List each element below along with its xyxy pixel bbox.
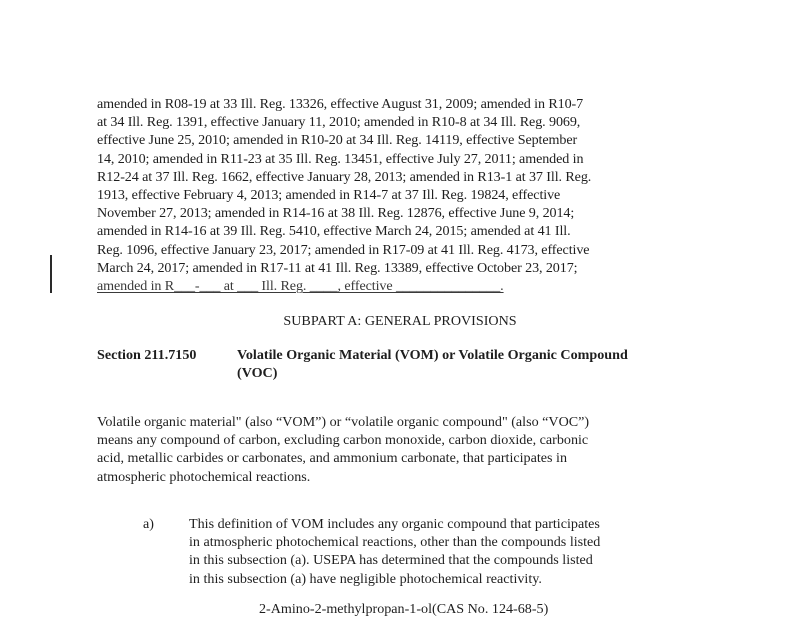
subsection-body <box>189 515 659 588</box>
definition-line: atmospheric photochemical reactions. <box>97 468 311 485</box>
subsection-line: in this subsection (a). USEPA has determined that the compounds listed <box>189 552 593 569</box>
definition-line: means any compound of carbon, excluding carbon monoxide, carbon dioxide, carbonic <box>97 432 589 449</box>
section-heading <box>97 346 697 382</box>
definition-line: Volatile organic material" (also “VOM”) or “volatile organic compound" (also “VOC”) <box>97 414 590 430</box>
subsection-marker: a) <box>143 516 154 532</box>
history-line: 14, 2010; amended in R11-23 at 35 Ill. Reg. 13451, effective July 27, 2011; amended in <box>97 150 584 167</box>
subsection-line: in atmospheric photochemical reactions, other than the compounds listed <box>189 534 601 551</box>
definition-paragraph <box>97 413 667 486</box>
section-title-line-2: (VOC) <box>237 365 278 381</box>
section-number: Section 211.7150 <box>97 347 197 363</box>
history-line: effective June 25, 2010; amended in R10-20 at 34 Ill. Reg. 14119, effective September <box>97 132 578 149</box>
history-line: March 24, 2017; amended in R17-11 at 41 Ill. Reg. 13389, effective October 23, 2017; <box>97 259 578 276</box>
history-line: amended in R08-19 at 33 Ill. Reg. 13326, effective August 31, 2009; amended in R10-7 <box>97 96 584 112</box>
history-new-amendment-line: amended in R___-___ at ___ Ill. Reg. ____, effective _______________. <box>97 278 504 295</box>
definition-line: acid, metallic carbides or carbonates, and ammonium carbonate, that participates in <box>97 450 567 467</box>
history-line: R12-24 at 37 Ill. Reg. 1662, effective January 28, 2013; amended in R13-1 at 37 Ill. Reg. <box>97 168 592 185</box>
compound-list-entry: 2-Amino-2-methylpropan-1-ol(CAS No. 124-68-5) <box>259 601 549 617</box>
subpart-heading: SUBPART A: GENERAL PROVISIONS <box>283 313 517 329</box>
section-title-line-1: Volatile Organic Material (VOM) or Volatile Organic Compound <box>237 347 628 363</box>
subsection-line: This definition of VOM includes any organic compound that participates <box>189 516 600 532</box>
revision-change-bar <box>50 255 52 293</box>
history-line: Reg. 1096, effective January 23, 2017; amended in R17-09 at 41 Ill. Reg. 4173, effective <box>97 241 590 258</box>
subsection-line: in this subsection (a) have negligible photochemical reactivity. <box>189 570 542 587</box>
history-line: 1913, effective February 4, 2013; amended in R14-7 at 37 Ill. Reg. 19824, effective <box>97 187 561 204</box>
history-line: at 34 Ill. Reg. 1391, effective January 11, 2010; amended in R10-8 at 34 Ill. Reg. 9069, <box>97 114 581 131</box>
amendment-history <box>97 95 667 295</box>
history-line: amended in R14-16 at 39 Ill. Reg. 5410, effective March 24, 2015; amended at 41 Ill. <box>97 223 571 240</box>
history-line: November 27, 2013; amended in R14-16 at 38 Ill. Reg. 12876, effective June 9, 2014; <box>97 205 575 222</box>
